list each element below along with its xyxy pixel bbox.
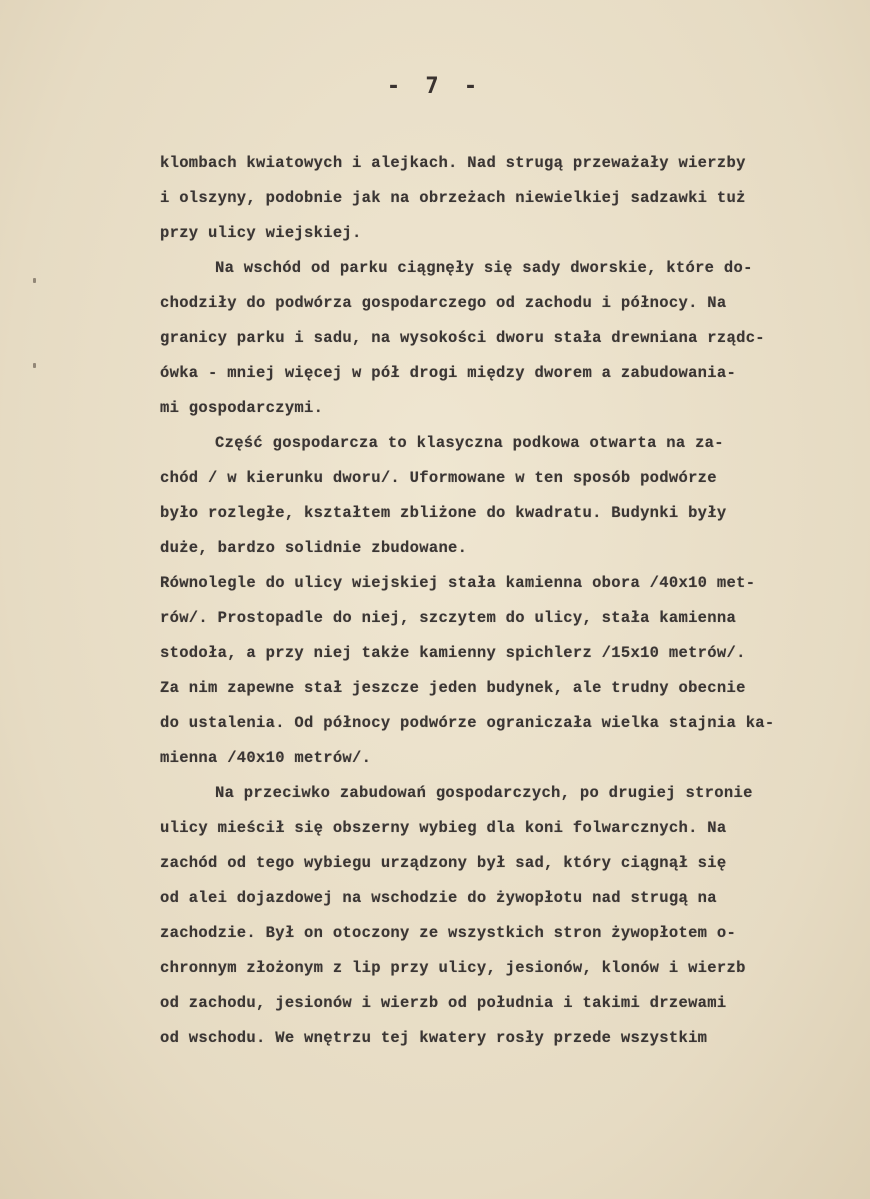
- text-line: do ustalenia. Od północy podwórze ograniczała wielka stajnia ka-: [160, 714, 775, 732]
- text-line: Na wschód od parku ciągnęły się sady dworskie, które do-: [215, 259, 753, 277]
- text-line: granicy parku i sadu, na wysokości dworu stała drewniana rządc-: [160, 329, 765, 347]
- text-line: Część gospodarcza to klasyczna podkowa otwarta na za-: [215, 434, 724, 452]
- text-line: chód / w kierunku dworu/. Uformowane w ten sposób podwórze: [160, 469, 717, 487]
- text-line: od zachodu, jesionów i wierzb od południa i takimi drzewami: [160, 994, 727, 1012]
- text-line: mi gospodarczymi.: [160, 399, 324, 417]
- text-line: chodziły do podwórza gospodarczego od zachodu i północy. Na: [160, 294, 727, 312]
- text-line: ówka - mniej więcej w pół drogi między dworem a zabudowania-: [160, 364, 737, 382]
- text-line: mienna /40x10 metrów/.: [160, 749, 372, 767]
- margin-mark: [33, 278, 36, 283]
- text-line: przy ulicy wiejskiej.: [160, 224, 362, 242]
- text-line: od alei dojazdowej na wschodzie do żywopłotu nad strugą na: [160, 889, 717, 907]
- text-line: stodoła, a przy niej także kamienny spichlerz /15x10 metrów/.: [160, 644, 746, 662]
- text-line: było rozległe, kształtem zbliżone do kwadratu. Budynki były: [160, 504, 727, 522]
- text-line: rów/. Prostopadle do niej, szczytem do ulicy, stała kamienna: [160, 609, 737, 627]
- text-line: duże, bardzo solidnie zbudowane.: [160, 539, 468, 557]
- text-line: Równolegle do ulicy wiejskiej stała kamienna obora /40x10 met-: [160, 574, 756, 592]
- body-text: [160, 146, 850, 1056]
- page-number: - 7 -: [386, 74, 484, 99]
- text-line: zachód od tego wybiegu urządzony był sad, który ciągnął się: [160, 854, 727, 872]
- text-line: Za nim zapewne stał jeszcze jeden budynek, ale trudny obecnie: [160, 679, 746, 697]
- text-line: od wschodu. We wnętrzu tej kwatery rosły przede wszystkim: [160, 1029, 708, 1047]
- text-line: chronnym złożonym z lip przy ulicy, jesionów, klonów i wierzb: [160, 959, 746, 977]
- text-line: Na przeciwko zabudowań gospodarczych, po drugiej stronie: [215, 784, 753, 802]
- text-line: i olszyny, podobnie jak na obrzeżach niewielkiej sadzawki tuż: [160, 189, 746, 207]
- text-line: ulicy mieścił się obszerny wybieg dla koni folwarcznych. Na: [160, 819, 727, 837]
- margin-mark: [33, 363, 36, 368]
- text-line: klombach kwiatowych i alejkach. Nad strugą przeważały wierzby: [160, 154, 746, 172]
- text-line: zachodzie. Był on otoczony ze wszystkich stron żywopłotem o-: [160, 924, 737, 942]
